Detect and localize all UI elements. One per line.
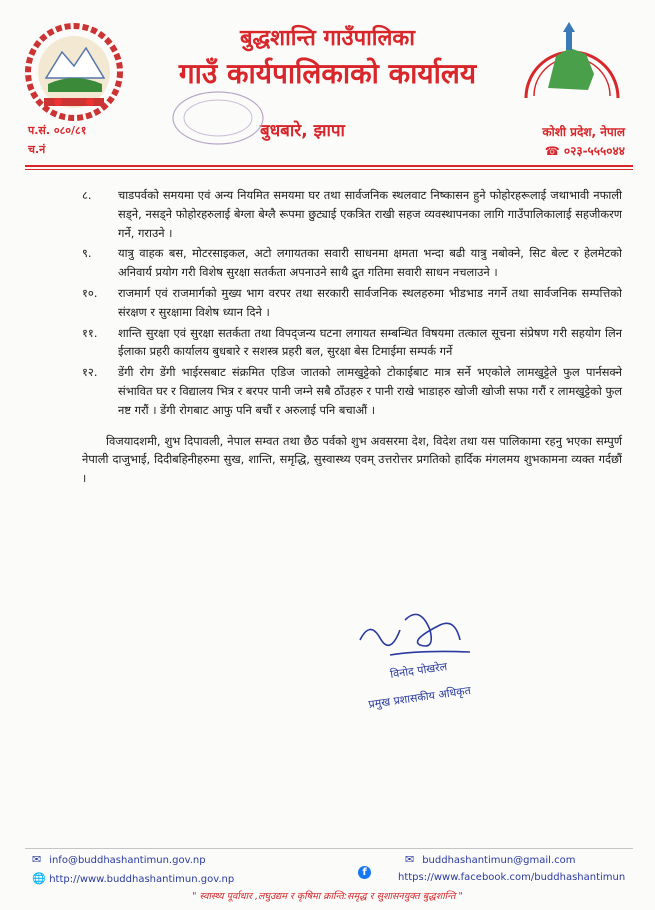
- municipality-name: बुद्धशान्ति गाउँपालिका: [239, 26, 415, 51]
- footer-divider: [25, 848, 633, 849]
- closing-greeting: विजयादशमी, शुभ दिपावली, नेपाल सम्वत तथा छैठ पर्वको शुभ अवसरमा देश, विदेश तथा यस पालिकामा रहनु भएका सम्पुर्ण नेपाली दाजुभाई, दिदीबहिनीहरुमा सुख, शान्ति, समृद्धि, सुस्वास्थ्य एवम् उत्तरोत्तर प्रगतिको हार्दिक मंगलमय शुभकामना व्यक्त गर्दछौं ।: [82, 433, 622, 486]
- reference-number: प.सं. ०८०/८१: [28, 124, 87, 137]
- footer-tagline: " स्वास्थ्य पूर्वाधार ,लघुउद्यम र कृषिमा क्रान्ति:समृद्ध र सुशासनयुक्त बुद्धशान्ति ": [192, 891, 463, 902]
- office-location: बुधबारे, झापा: [260, 121, 345, 141]
- gmail-link[interactable]: buddhashantimun@gmail.com: [422, 855, 576, 866]
- email-link[interactable]: info@buddhashantimun.gov.np: [49, 855, 206, 866]
- office-stamp: [168, 88, 268, 148]
- signatory-name: विनोद पोखरेल: [389, 660, 448, 681]
- office-title: गाउँ कार्यपालिकाको कार्यालय: [178, 57, 477, 90]
- phone-number: ☎ ०२३-५५५०४४: [544, 144, 625, 158]
- footer-email[interactable]: [32, 853, 206, 866]
- notice-item: [82, 186, 622, 242]
- header-divider: [25, 165, 633, 167]
- mail-icon: ✉: [32, 853, 42, 866]
- item-number: ८.: [82, 188, 92, 202]
- municipality-logo: [508, 18, 636, 118]
- facebook-link[interactable]: https://www.facebook.com/buddhashantimun: [398, 872, 626, 883]
- item-number: १२.: [82, 365, 98, 380]
- notice-body: [82, 186, 622, 488]
- globe-icon: 🌐: [32, 872, 46, 885]
- website-link[interactable]: http://www.buddhashantimun.gov.np: [49, 874, 235, 885]
- facebook-icon: f: [358, 866, 371, 879]
- handwritten-signature: [350, 600, 500, 670]
- item-text: यात्रु वाहक बस, मोटरसाइकल, अटो लगायतका सवारी साधनमा क्षमता भन्दा बढी यात्रु नबोक्ने, सिट बेल्ट र हेलमेटको अनिवार्य प्रयोग गरी विशेष सुरक्षा सतर्कता अपनाउने साथै द्रुत गतिमा सवारी साधन नचलाउने ।: [118, 246, 622, 280]
- item-text: शान्ति सुरक्षा एवं सुरक्षा सतर्कता तथा विपद्जन्य घटना लगायत सम्बन्धित विषयमा तत्काल सूचना संप्रेषण गरी सहयोग लिन ईलाका प्रहरी कार्यालय बुधबारे र सशस्त्र प्रहरी बल, सुरक्षा बेस टिमाईमा सम्पर्क गर्ने: [118, 325, 622, 359]
- province-label: कोशी प्रदेश, नेपाल: [542, 125, 625, 139]
- item-text: राजमार्ग एवं राजमार्गको मुख्य भाग वरपर तथा सरकारी सार्वजनिक स्थलहरुमा भीडभाड नगर्ने तथा सार्वजनिक सम्पत्तिको संरक्षण र सुरक्षामा विशेष ध्यान दिने ।: [118, 285, 622, 319]
- footer-website[interactable]: [32, 872, 234, 885]
- item-number: ९.: [82, 246, 92, 261]
- dispatch-number: च.नं: [28, 143, 46, 156]
- item-number: ११.: [82, 325, 98, 340]
- signatory-title: प्रमुख प्रशासकीय अधिकृत: [367, 683, 472, 712]
- item-text: चाडपर्वको समयमा एवं अन्य नियमित समयमा घर तथा सार्वजनिक स्थलवाट निष्कासन हुने फोहोरहरूलाई जथाभावी नफाली सड्ने, नसड्ने फोहोरहरुलाई बेग्ला बेग्लै रूपमा छुट्याई एकत्रित राखी सहज व्यवस्थापनका लागि गाउँपालिकालाई सहजीकरण गर्ने, गराउने ।: [118, 188, 622, 240]
- notice-item: [82, 363, 622, 419]
- footer-gmail[interactable]: [405, 853, 575, 866]
- notice-item: [82, 324, 622, 362]
- mail-icon: ✉: [405, 853, 415, 866]
- item-text: डेंगी रोग डेंगी भाईरसबाट संक्रमित एडिज जातको लामखुट्टेको टोकाईबाट मात्र सर्ने भएकोले लामखुट्टेले फुल पार्नसक्ने संभावित घर र विद्यालय भित्र र बरपर पानी जम्ने सबै ठाँउहरु र पानी राखे भाडाहरु खोजी खोजी सफा गरौं र लामखुट्टेको फुल नष्ट गरौं । डेंगी रोगबाट आफु पनि बचौं र अरुलाई पनि बचाऔं ।: [118, 365, 622, 417]
- notice-item: [82, 284, 622, 322]
- header-divider-thin: [25, 169, 633, 170]
- notice-item: [82, 244, 622, 282]
- item-number: १०.: [82, 285, 98, 300]
